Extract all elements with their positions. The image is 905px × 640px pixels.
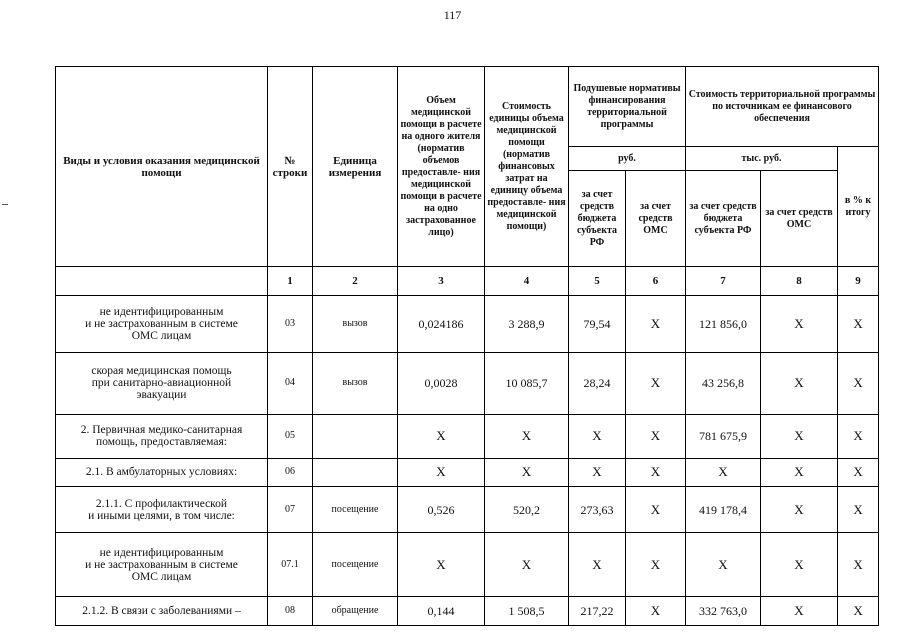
row-volume: Х [398, 533, 485, 597]
row-number: 07 [268, 487, 313, 533]
row-cost: 520,2 [485, 487, 569, 533]
table-row [56, 533, 879, 597]
row-unit: посещение [313, 487, 398, 533]
row-number: 07.1 [268, 533, 313, 597]
row-percent: Х [838, 414, 879, 458]
row-number: 03 [268, 295, 313, 352]
row-budget-rub: 79,54 [569, 295, 626, 352]
row-cost: Х [485, 414, 569, 458]
header-rub: руб. [569, 147, 686, 171]
row-oms-thous: Х [761, 414, 838, 458]
row-label: 2.1.2. В связи с заболеваниями – [56, 597, 268, 626]
table-row [56, 458, 879, 487]
row-percent: Х [838, 533, 879, 597]
header-percent: в % к итогу [838, 147, 879, 267]
row-label: 2. Первичная медико-санитарная помощь, предоставляемая: [56, 414, 268, 458]
row-budget-thous: 332 763,0 [686, 597, 761, 626]
row-cost: Х [485, 533, 569, 597]
row-oms-rub: Х [626, 295, 686, 352]
row-unit [313, 458, 398, 487]
row-cost: Х [485, 458, 569, 487]
row-oms-rub: Х [626, 487, 686, 533]
row-oms-rub: Х [626, 458, 686, 487]
row-label: 2.1. В амбулаторных условиях: [56, 458, 268, 487]
header-volume: Объем медицинской помощи в расчете на одного жителя (норматив объемов предоставле- ния медицинской помощи в расчете на одно застрахованное лицо) [398, 67, 485, 267]
column-number-blank [56, 267, 268, 296]
header-oms-rub: за счет средств ОМС [626, 171, 686, 267]
row-unit: обращение [313, 597, 398, 626]
header-row-no: № строки [268, 67, 313, 267]
row-oms-thous: Х [761, 458, 838, 487]
row-number: 06 [268, 458, 313, 487]
table-row [56, 597, 879, 626]
row-oms-rub: Х [626, 414, 686, 458]
table-row [56, 352, 879, 414]
column-number: 1 [268, 267, 313, 296]
row-volume: 0,0028 [398, 352, 485, 414]
row-number: 05 [268, 414, 313, 458]
row-cost: 3 288,9 [485, 295, 569, 352]
row-number: 04 [268, 352, 313, 414]
row-oms-thous: Х [761, 295, 838, 352]
margin-mark [2, 204, 8, 205]
header-program-cost: Стоимость территориальной программы по источникам ее финансового обеспечения [686, 67, 879, 147]
column-number-row [56, 267, 879, 296]
column-number: 2 [313, 267, 398, 296]
header-budget-rub: за счет средств бюджета субъекта РФ [569, 171, 626, 267]
row-percent: Х [838, 295, 879, 352]
header-cost: Стоимость единицы объема медицинской помощи (норматив финансовых затрат на единицу объема предоставле- ния медицинской помощи) [485, 67, 569, 267]
row-oms-thous: Х [761, 533, 838, 597]
table-row [56, 295, 879, 352]
row-cost: 10 085,7 [485, 352, 569, 414]
row-budget-thous: 121 856,0 [686, 295, 761, 352]
column-number: 9 [838, 267, 879, 296]
financing-table [55, 66, 879, 626]
row-unit [313, 414, 398, 458]
row-unit: посещение [313, 533, 398, 597]
row-number: 08 [268, 597, 313, 626]
row-budget-rub: Х [569, 533, 626, 597]
column-number: 4 [485, 267, 569, 296]
row-percent: Х [838, 352, 879, 414]
row-budget-thous: Х [686, 458, 761, 487]
row-label: скорая медицинская помощь при санитарно-авиационной эвакуации [56, 352, 268, 414]
row-oms-rub: Х [626, 352, 686, 414]
row-percent: Х [838, 458, 879, 487]
column-number: 6 [626, 267, 686, 296]
page-number: 117 [443, 8, 462, 22]
row-oms-thous: Х [761, 597, 838, 626]
row-budget-rub: Х [569, 414, 626, 458]
row-oms-thous: Х [761, 352, 838, 414]
table-row [56, 414, 879, 458]
row-volume: Х [398, 458, 485, 487]
header-budget-thous: за счет средств бюджета субъекта РФ [686, 171, 761, 267]
header-percapita: Подушевые нормативы финансирования территориальной программы [569, 67, 686, 147]
row-unit: вызов [313, 352, 398, 414]
header-thous-rub: тыс. руб. [686, 147, 838, 171]
row-label: не идентифицированным и не застрахованным в системе ОМС лицам [56, 533, 268, 597]
row-oms-thous: Х [761, 487, 838, 533]
row-budget-thous: 419 178,4 [686, 487, 761, 533]
row-budget-rub: 28,24 [569, 352, 626, 414]
header-oms-thous: за счет средств ОМС [761, 171, 838, 267]
row-budget-thous: Х [686, 533, 761, 597]
row-percent: Х [838, 487, 879, 533]
row-volume: 0,144 [398, 597, 485, 626]
table-row [56, 487, 879, 533]
row-budget-rub: Х [569, 458, 626, 487]
row-oms-rub: Х [626, 597, 686, 626]
row-oms-rub: Х [626, 533, 686, 597]
row-budget-rub: 217,22 [569, 597, 626, 626]
header-type: Виды и условия оказания медицинской помощи [56, 67, 268, 267]
column-number: 3 [398, 267, 485, 296]
row-percent: Х [838, 597, 879, 626]
row-budget-rub: 273,63 [569, 487, 626, 533]
column-number: 5 [569, 267, 626, 296]
row-cost: 1 508,5 [485, 597, 569, 626]
row-unit: вызов [313, 295, 398, 352]
row-budget-thous: 43 256,8 [686, 352, 761, 414]
row-volume: 0,024186 [398, 295, 485, 352]
row-volume: 0,526 [398, 487, 485, 533]
row-label: не идентифицированным и не застрахованным в системе ОМС лицам [56, 295, 268, 352]
row-budget-thous: 781 675,9 [686, 414, 761, 458]
column-number: 7 [686, 267, 761, 296]
header-unit: Единица измерения [313, 67, 398, 267]
row-label: 2.1.1. С профилактической и иными целями, в том числе: [56, 487, 268, 533]
row-volume: Х [398, 414, 485, 458]
column-number: 8 [761, 267, 838, 296]
